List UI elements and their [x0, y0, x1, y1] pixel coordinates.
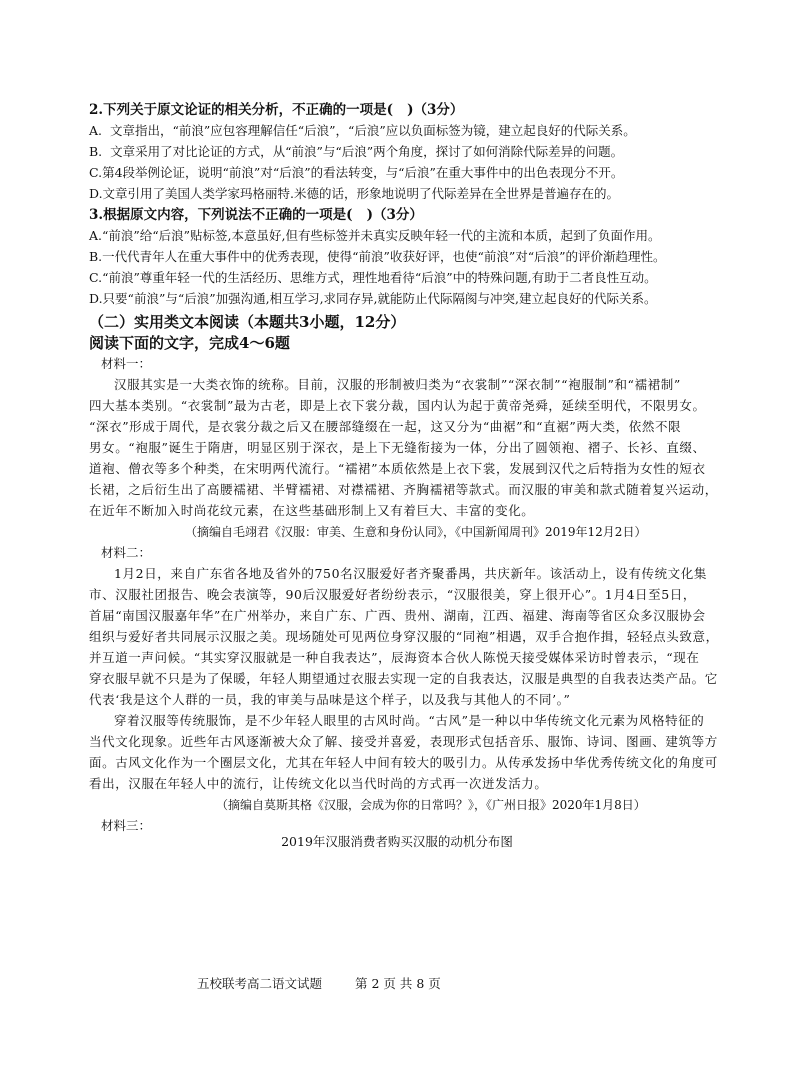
material-2-line: 当代文化现象。近些年古风逐渐被大众了解、接受并喜爱，表现形式包括音乐、服饰、诗词、图画、建筑等方: [89, 734, 718, 749]
material-2-line: 首届“南国汉服嘉年华”在广州举办，来自广东、广西、贵州、湖南，江西、福建、海南等省区众多汉服协会: [89, 608, 706, 623]
material-2-source: （摘编自莫斯其格《汉服，会成为你的日常吗？》，《广州日报》2020年1月8日）: [216, 798, 646, 812]
material-2-line: 穿着汉服等传统服饰，是不少年轻人眼里的古风时尚。“古风”是一种以中华传统文化元素为风格特征的: [114, 713, 705, 728]
section-instruction: 阅读下面的文字，完成4～6题: [89, 334, 290, 352]
question-3-option-d: D.只要“前浪”与“后浪”加强沟通,相互学习,求同存异,就能防止代际隔阂与冲突,建立起良好的代际关系。: [89, 291, 657, 306]
section-heading: （二）实用类文本阅读（本题共3小题，12分）: [89, 313, 406, 331]
material-2-line: 面。古风文化作为一个圈层文化，尤其在年轻人中间有较大的吸引力。从传承发扬中华优秀传统文化的角度可: [89, 755, 718, 770]
question-3-stem: 3.根据原文内容，下列说法不正确的一项是( )（3分）: [89, 207, 423, 223]
material-1-label: 材料一：: [101, 356, 152, 371]
footer-page-number: 第 2 页 共 8 页: [355, 976, 441, 991]
material-1-line: 道袍、僧衣等多个种类，在宋明两代流行。“襦裙”本质依然是上衣下裳，发展到汉代之后特指为女性的短衣: [89, 461, 706, 476]
question-3-option-a: A.“前浪”给“后浪”贴标签,本意虽好,但有些标签并未真实反映年轻一代的主流和本质，起到了负面作用。: [89, 228, 661, 243]
question-2-stem: 2.下列关于原文论证的相关分析，不正确的一项是( )（3分）: [89, 102, 464, 118]
material-1-line: 长裙，之后衍生出了高腰襦裙、半臂襦裙、对襟襦裙、齐胸襦裙等款式。而汉服的审美和款式随着复兴运动，: [89, 482, 718, 497]
question-2-option-d: D.文章引用了美国人类学家玛格丽特.米德的话，形象地说明了代际差异在全世界是普遍存在的。: [89, 186, 620, 201]
material-1-line: “深衣”形成于周代，是衣裳分裁之后又在腰部缝缀在一起，这又分为“曲裾”和“直裾”两大类，依然不限: [89, 419, 682, 434]
material-2-line: 组织与爱好者共同展示汉服之美。现场随处可见两位身穿汉服的“同袍”相遇，双手合抱作揖，轻轻点头致意，: [89, 629, 719, 644]
material-2-line: 看出，汉服在年轻人中的流行，让传统文化以当代时尚的方式再一次迸发活力。: [89, 776, 548, 791]
material-2-line: 代表‘我是这个人群的一员，我的审美与品味是这个样子，以及我与其他人的不同’。”: [89, 692, 571, 707]
material-2-line: 市、汉服社团报告、晚会表演等，90后汉服爱好者纷纷表示，“汉服很美，穿上很开心”。1月4日至5日，: [89, 587, 696, 602]
material-1-source: （摘编自毛翊君《汉服：审美、生意和身份认同》，《中国新闻周刊》2019年12月2日）: [185, 525, 647, 539]
chart-title: 2019年汉服消费者购买汉服的动机分布图: [281, 834, 513, 849]
material-1-line: 男女。“袍服”诞生于隋唐，明显区别于深衣，是上下无缝衔接为一体，分出了圆领袍、褶子、长衫、直缀、: [89, 440, 706, 455]
material-1-line: 四大基本类别。“衣裳制”最为古老，即是上衣下裳分裁，国内认为起于黄帝尧舜，延续至明代，不限男女。: [89, 398, 706, 413]
material-2-line: 穿衣服早就不只是为了保暖，年轻人期望通过衣服去实现一定的自我表达，汉服是典型的自我表达类产品。它: [89, 671, 718, 686]
material-2-line: 1月2日，来自广东省各地及省外的750名汉服爱好者齐聚番禺，共庆新年。该活动上，设有传统文化集: [114, 566, 707, 581]
question-3-option-b: B.一代代青年人在重大事件中的优秀表现，使得“前浪”收获好评，也使“前浪”对“后浪”的评价渐趋理性。: [89, 249, 666, 264]
question-3-option-c: C.“前浪”尊重年轻一代的生活经历、思维方式，理性地看待“后浪”中的特殊问题,有助于二者良性互动。: [89, 270, 657, 285]
material-2-label: 材料二：: [101, 545, 152, 560]
material-3-label: 材料三：: [101, 818, 152, 833]
question-2-option-a: A. 文章指出，“前浪”应包容理解信任“后浪”，“后浪”应以负面标签为镜，建立起良好的代际关系。: [89, 123, 636, 138]
question-2-option-b: B. 文章采用了对比论证的方式，从“前浪”与“后浪”两个角度，探讨了如何消除代际差异的问题。: [89, 144, 624, 159]
material-2-line: 并互道一声问候。“其实穿汉服就是一种自我表达”，辰海资本合伙人陈悦天接受媒体采访时曾表示，“现在: [89, 650, 700, 665]
question-2-option-c: C.第4段举例论证，说明“前浪”对“后浪”的看法转变，与“后浪”在重大事件中的出色表现分不开。: [89, 165, 624, 180]
material-1-line: 在近年不断加入时尚花纹元素，在这些基础形制上又有着巨大、丰富的变化。: [89, 503, 535, 518]
footer-exam-title: 五校联考高二语文试题: [197, 976, 323, 991]
material-1-line: 汉服其实是一大类衣饰的统称。目前，汉服的形制被归类为“衣裳制”“深衣制”“袍服制”和“襦裙制”: [114, 377, 681, 392]
